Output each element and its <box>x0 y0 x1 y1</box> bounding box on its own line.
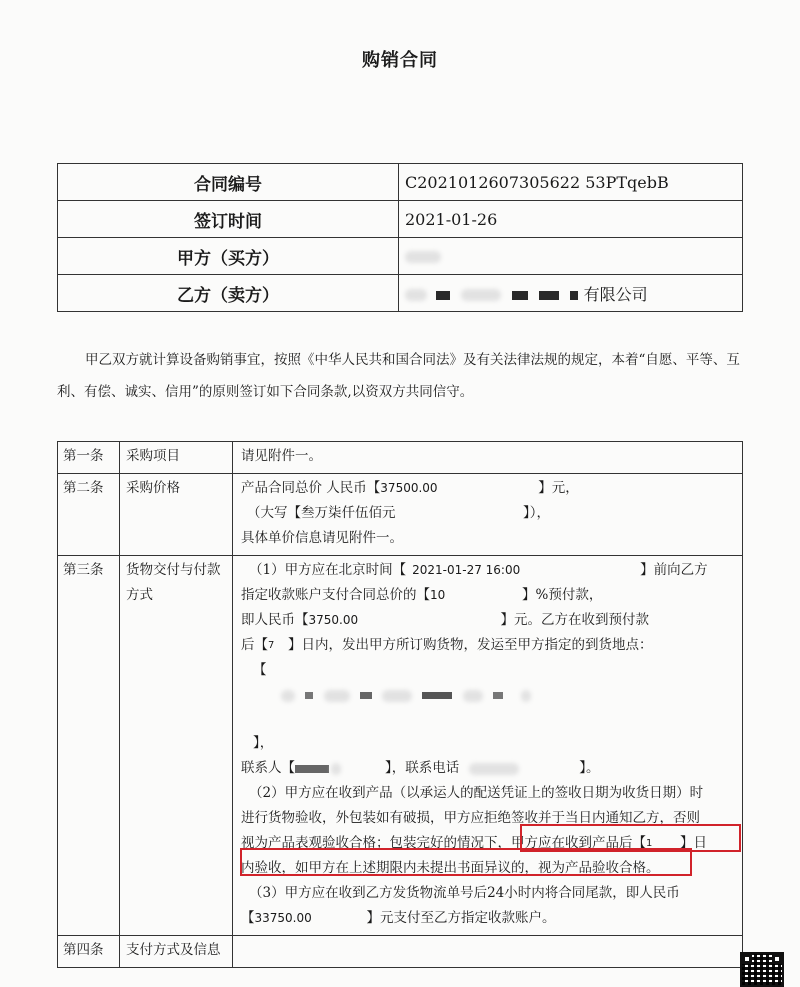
article-number: 第四条 <box>58 936 120 968</box>
inspection-text: 进行货物验收，外包装如有破损，甲方应拒绝签收并于当日内通知乙方，否则 <box>241 810 700 826</box>
intro-paragraph: 甲乙双方就计算设备购销事宜，按照《中华人民共和国合同法》及有关法律法规的规定，本着“自愿、平等、互利、有偿、诚实、信用”的原则签订如下合同条款,以资双方共同信守。 <box>57 352 740 400</box>
address-redacted <box>241 683 736 713</box>
delivery-text: 】%预付款， <box>522 587 603 603</box>
redaction-blur <box>324 690 350 702</box>
redaction-block <box>305 692 313 699</box>
payment-deadline-value: 2021-01-27 16:00 <box>412 563 521 577</box>
redaction-blur <box>405 289 427 301</box>
price-text: 】）， <box>523 505 550 521</box>
contract-no-label: 合同编号 <box>58 164 399 201</box>
redaction-block <box>493 692 503 699</box>
delivery-text: 】元。乙方在收到预付款 <box>500 612 649 628</box>
redaction-block <box>436 291 450 300</box>
info-row-buyer <box>58 238 743 275</box>
contract-no-value: C2021012607305622 53PTqebB <box>399 164 743 201</box>
buyer-value-redacted <box>399 238 743 275</box>
final-payment-text: （3）甲方应在收到乙方发货物流单号后24小时内将合同尾款，即人民币 <box>249 885 680 901</box>
price-text: 产品合同总价 人民币【 <box>241 480 381 496</box>
address-bracket: 【 <box>253 662 267 678</box>
prepay-percent-value: 10 <box>430 588 446 602</box>
article-content <box>233 936 743 968</box>
redaction-blur <box>469 763 519 775</box>
sign-date-label: 签订时间 <box>58 201 399 238</box>
final-payment-text: 】元支付至乙方指定收款账户。 <box>366 910 556 926</box>
inspection-days-value: 1 <box>646 838 653 849</box>
seller-name-suffix: 有限公司 <box>583 284 648 304</box>
contact-person-redacted <box>295 756 385 781</box>
redaction-block <box>422 692 452 699</box>
highlighted-text: 】日 <box>680 835 707 851</box>
article-content <box>233 474 743 556</box>
inspection-text: （2）甲方应在收到产品（以承运人的配送凭证上的签收日期为收货日期）时 <box>249 785 704 801</box>
buyer-label: 甲方（买方） <box>58 238 399 275</box>
redaction-block <box>570 291 578 300</box>
redaction-block <box>295 765 329 773</box>
price-text: （大写【 <box>247 505 301 521</box>
delivery-text: 】日内，发出甲方所订购货物，发运至甲方指定的到货地点： <box>288 637 653 653</box>
highlight-box <box>240 848 692 876</box>
article-name: 采购项目 <box>120 442 233 474</box>
article-content: 请见附件一。 <box>233 442 743 474</box>
redaction-block <box>539 291 559 300</box>
redaction-blur <box>405 251 441 263</box>
redaction-block <box>512 291 528 300</box>
article-number: 第二条 <box>58 474 120 556</box>
term-row-2 <box>58 474 743 556</box>
info-row-contract-no <box>58 164 743 201</box>
info-row-seller <box>58 275 743 312</box>
redaction-blur <box>331 763 341 775</box>
highlighted-text: 甲方应在收到产品后【 <box>511 835 646 851</box>
redaction-blur <box>463 690 483 702</box>
inspection-text: 视为产品表观验收合格；包装完好的情况下， <box>241 835 511 851</box>
term-row-1 <box>58 442 743 474</box>
article-number: 第一条 <box>58 442 120 474</box>
article-number: 第三条 <box>58 556 120 936</box>
contact-text: 联系人【 <box>241 760 295 776</box>
redaction-blur <box>281 690 295 702</box>
delivery-text: 】前向乙方 <box>640 562 708 578</box>
price-in-words-value: 叁万柒仟伍佰元 <box>301 505 396 521</box>
sign-date-value: 2021-01-26 <box>399 201 743 238</box>
redaction-blur <box>382 690 412 702</box>
redaction-blur <box>461 289 501 301</box>
final-amount-value: 33750.00 <box>254 911 312 925</box>
total-price-value: 37500.00 <box>380 481 438 495</box>
delivery-text: 指定收款账户支付合同总价的【 <box>241 587 430 603</box>
term-row-3 <box>58 556 743 936</box>
final-payment-text: 【 <box>241 910 255 926</box>
contact-text: 】，联系电话 <box>385 760 460 776</box>
ship-days-value: 7 <box>268 640 275 651</box>
delivery-text: 即人民币【 <box>241 612 309 628</box>
phone-redacted <box>459 756 579 781</box>
prepay-amount-value: 3750.00 <box>308 613 359 627</box>
qr-code-icon <box>740 952 784 987</box>
delivery-text: 后【 <box>241 637 268 653</box>
address-bracket: 】， <box>253 735 274 751</box>
term-row-4 <box>58 936 743 968</box>
article-name: 采购价格 <box>120 474 233 556</box>
document-title: 购销合同 <box>362 50 438 71</box>
seller-label: 乙方（卖方） <box>58 275 399 312</box>
article-name: 支付方式及信息 <box>120 936 233 968</box>
article-content <box>233 556 743 936</box>
unit-price-note: 具体单价信息请见附件一。 <box>241 530 403 546</box>
contract-info-table <box>57 163 743 312</box>
delivery-text: （1）甲方应在北京时间【 <box>249 562 407 578</box>
terms-table <box>57 441 743 968</box>
price-text: 】元， <box>538 480 579 496</box>
article-name: 货物交付与付款方式 <box>120 556 233 936</box>
seller-value <box>399 275 743 312</box>
highlighted-text: 内验收，如甲方在上述期限内未提出书面异议的，视为产品验收合格。 <box>241 860 660 876</box>
redaction-blur <box>521 690 531 702</box>
info-row-sign-date <box>58 201 743 238</box>
redaction-block <box>360 692 372 699</box>
contact-text: 】。 <box>579 760 600 776</box>
